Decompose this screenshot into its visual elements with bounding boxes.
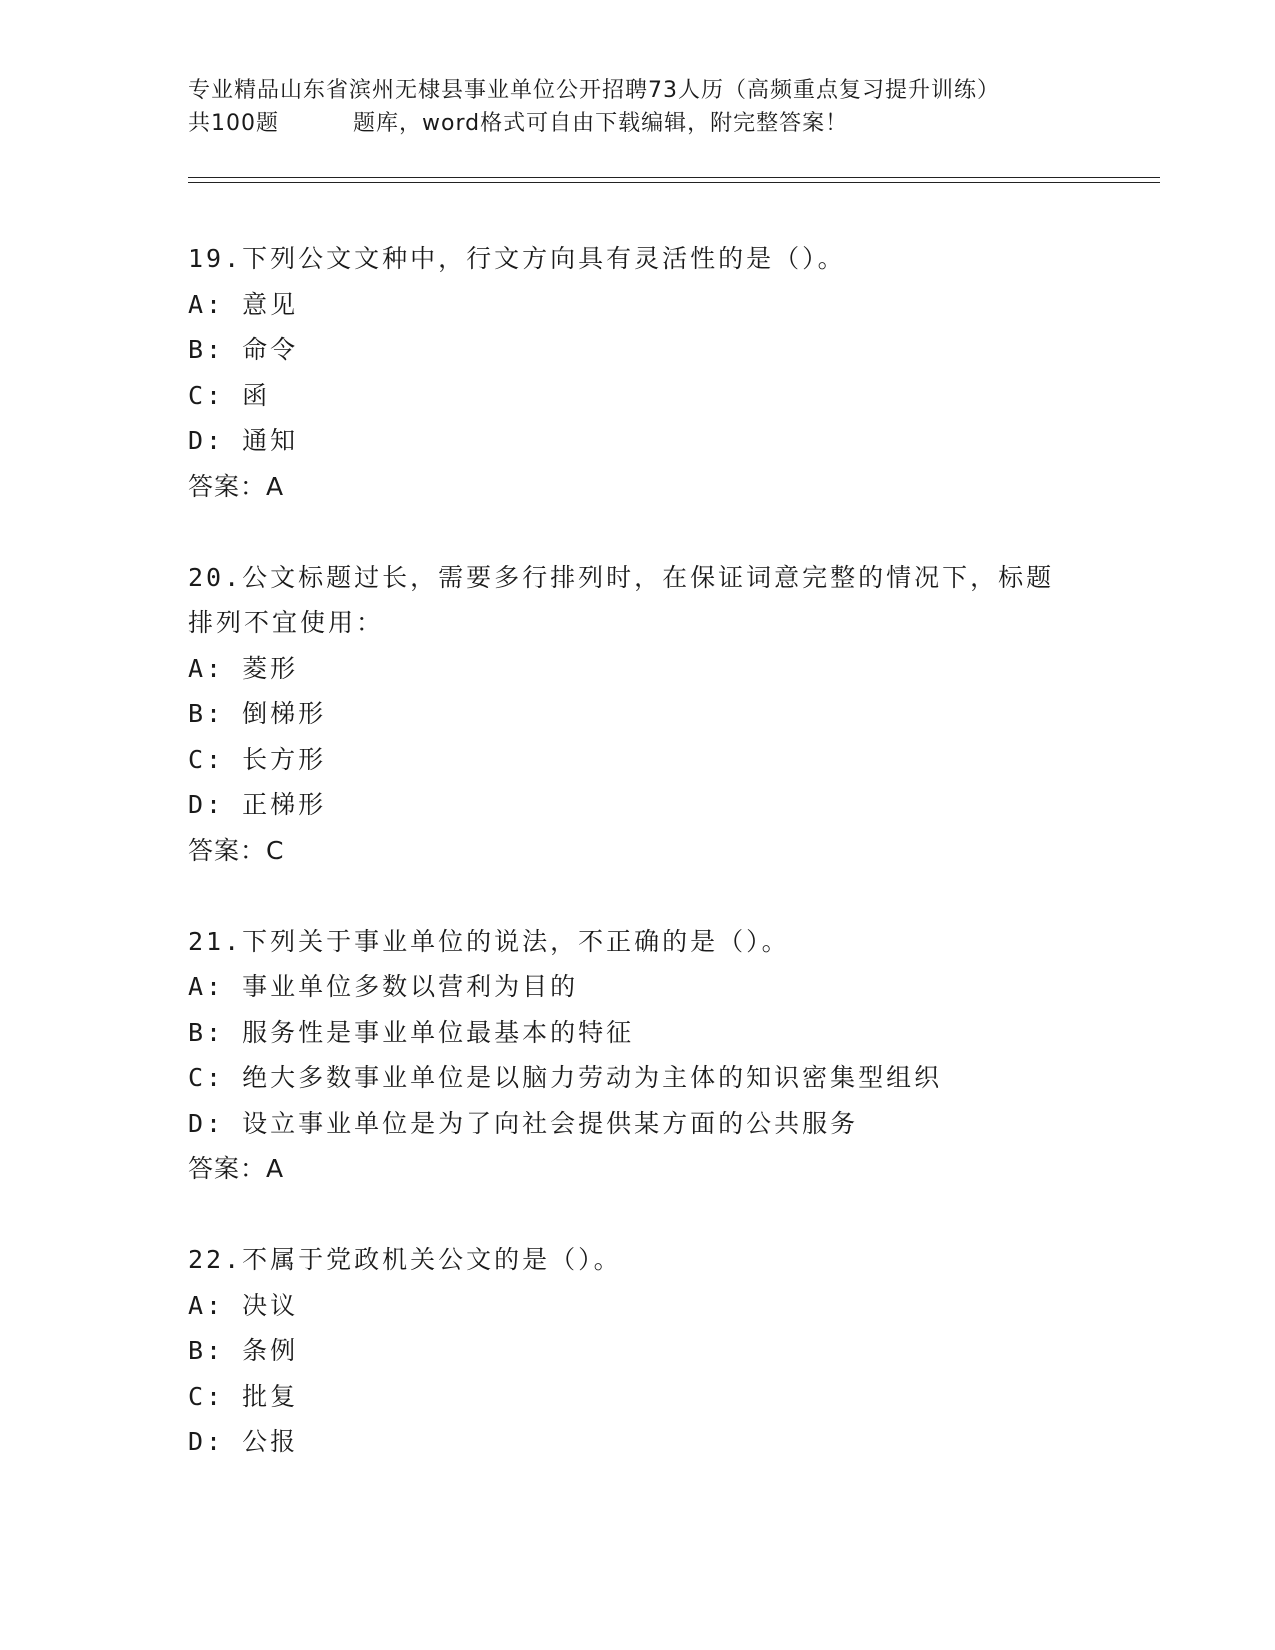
option-b: B: 命令 [188,335,299,364]
header-subtitle-line [188,107,1158,140]
question-text: 19.下列公文文种中，行文方向具有灵活性的是（）。 [188,244,846,273]
answer: 答案：A [188,1154,285,1183]
option-a: A: 事业单位多数以营利为目的 [188,972,579,1001]
option-c: C: 长方形 [188,744,327,774]
option-d: D: 通知 [188,426,299,455]
option-b: B: 条例 [188,1336,299,1365]
question-19 [188,236,1088,509]
question-text-line2: 排列不宜使用： [188,608,385,637]
question-list [188,236,1088,1510]
header-divider-bottom [188,182,1160,183]
option-d: D: 设立事业单位是为了向社会提供某方面的公共服务 [188,1108,859,1138]
option-a: A: 菱形 [188,653,299,683]
question-21 [188,919,1088,1192]
question-text: 21.下列关于事业单位的说法，不正确的是（）。 [188,926,790,956]
header-note: 题库，word格式可自由下载编辑，附完整答案！ [353,111,849,136]
question-22 [188,1237,1088,1465]
question-text: 22.不属于党政机关公文的是（）。 [188,1245,622,1274]
document-header [188,74,1158,140]
header-title-line: 专业精品山东省滨州无棣县事业单位公开招聘73人历（高频重点复习提升训练） [188,78,1000,103]
option-d: D: 正梯形 [188,790,327,819]
header-divider-top [188,177,1160,178]
answer: 答案：A [188,471,285,501]
option-d: D: 公报 [188,1427,299,1456]
question-text-line1: 20.公文标题过长，需要多行排列时，在保证词意完整的情况下，标题 [188,562,1055,592]
option-a: A: 意见 [188,289,299,319]
option-c: C: 批复 [188,1381,299,1411]
question-20 [188,555,1088,874]
option-a: A: 决议 [188,1290,299,1320]
header-count: 共100题 [188,111,279,136]
option-b: B: 服务性是事业单位最基本的特征 [188,1017,635,1047]
option-b: B: 倒梯形 [188,699,327,728]
answer: 答案：C [188,835,285,865]
option-c: C: 函 [188,380,271,410]
option-c: C: 绝大多数事业单位是以脑力劳动为主体的知识密集型组织 [188,1063,943,1092]
